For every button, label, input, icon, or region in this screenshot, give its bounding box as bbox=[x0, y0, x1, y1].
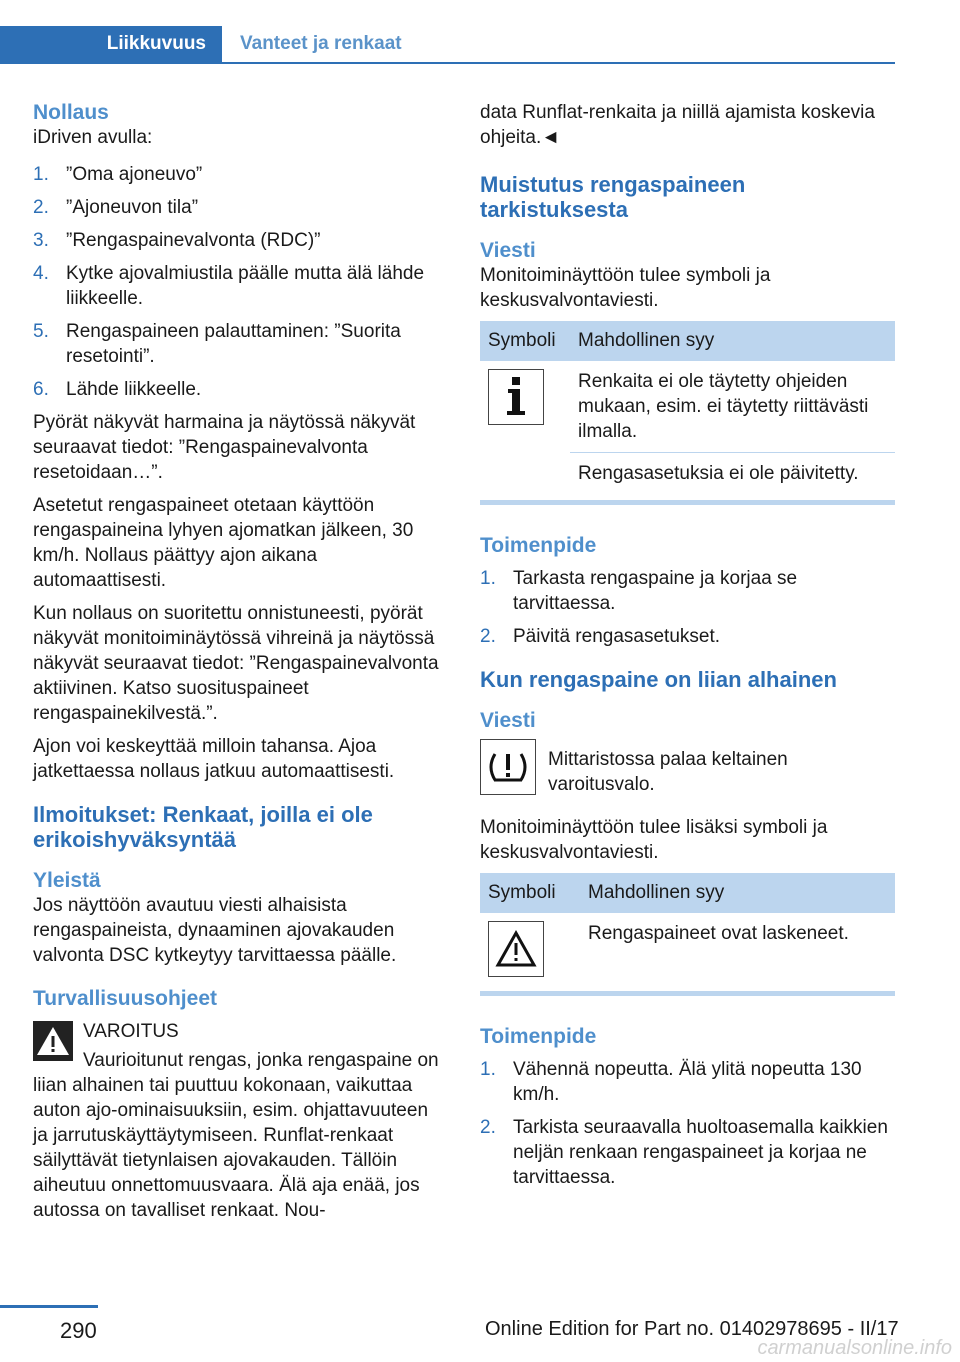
turvallisuus-heading: Turvallisuusohjeet bbox=[33, 987, 217, 1010]
paragraph: Asetetut rengaspaineet otetaan käyttöön rengaspaineina lyhyen ajomatkan jälkeen, 30 km/h. Nollaus päättyy ajon aikana automaattisesti. bbox=[33, 495, 414, 591]
toimenpide-heading-2: Toimenpide bbox=[480, 1025, 597, 1048]
symbol-table-1 bbox=[480, 321, 895, 494]
column-header-cause: Mahdollinen syy bbox=[570, 321, 895, 361]
watermark-text: carmanualsonline.info bbox=[757, 1337, 952, 1359]
info-icon bbox=[488, 369, 544, 425]
viesti-heading-2: Viesti bbox=[480, 709, 536, 732]
table-row bbox=[480, 361, 895, 453]
list-item: 6. Lähde liikkeelle. bbox=[33, 379, 202, 400]
tab-vanteet-ja-renkaat[interactable]: Vanteet ja renkaat bbox=[240, 33, 402, 54]
alhainen-heading: Kun rengaspaine on liian alhainen bbox=[480, 667, 837, 692]
list-item: 4. Kytke ajovalmiustila päälle mutta älä lähde liikkeelle. bbox=[33, 263, 425, 309]
list-item: 3. ”Rengaspainevalvonta (RDC)” bbox=[33, 230, 321, 251]
page-number: 290 bbox=[60, 1318, 97, 1343]
table-cell: Rengasasetuksia ei ole päivitetty. bbox=[578, 463, 859, 484]
warning-light-block bbox=[480, 739, 895, 805]
column-header-cause: Mahdollinen syy bbox=[580, 873, 895, 913]
action-steps-list-2 bbox=[480, 1057, 895, 1190]
paragraph: Ajon voi keskeyttää milloin tahansa. Ajoa jatkettaessa nollaus jatkuu automaattisesti. bbox=[33, 736, 395, 782]
warning-label: VAROITUS bbox=[83, 1021, 179, 1042]
list-item: 1. ”Oma ajoneuvo” bbox=[33, 164, 203, 185]
column-header-symbol: Symboli bbox=[480, 873, 580, 913]
tab-liikkuvuus[interactable]: Liikkuvuus bbox=[0, 26, 222, 62]
list-item: 1. Tarkasta rengaspaine ja korjaa se tarvittaessa. bbox=[480, 568, 798, 614]
reset-steps-list bbox=[33, 162, 448, 402]
tire-pressure-warning-icon bbox=[480, 739, 536, 795]
table-cell: Rengaspaineet ovat laskeneet. bbox=[588, 923, 849, 944]
list-item: 1. Vähennä nopeutta. Älä ylitä nopeutta 130 km/h. bbox=[480, 1059, 862, 1105]
left-column bbox=[33, 100, 448, 1231]
list-item: 5. Rengaspaineen palauttaminen: ”Suorita resetointi”. bbox=[33, 321, 401, 367]
list-item: 2. ”Ajoneuvon tila” bbox=[33, 197, 199, 218]
warning-triangle-icon bbox=[33, 1021, 73, 1061]
paragraph: Monitoiminäyttöön tulee symboli ja keskusvalvontaviesti. bbox=[480, 265, 771, 311]
paragraph: Pyörät näkyvät harmaina ja näytössä näkyvät seuraavat tiedot: ”Rengaspainevalvonta resetoidaan…”. bbox=[33, 412, 416, 483]
viesti-heading: Viesti bbox=[480, 239, 536, 262]
action-steps-list bbox=[480, 566, 895, 649]
warning-triangle-icon bbox=[488, 921, 544, 977]
table-cell: Renkaita ei ole täytetty ohjeiden mukaan, esim. ei täytetty riittävästi ilmalla. bbox=[570, 361, 895, 453]
ilmoitukset-heading: Ilmoitukset: Renkaat, joilla ei ole erikoishyväksyntää bbox=[33, 802, 373, 852]
right-column bbox=[480, 100, 895, 1198]
edition-text: Online Edition for Part no. 01402978695 - II/17 bbox=[485, 1318, 899, 1340]
warning-text: Vaurioitunut rengas, jonka rengaspaine on liian alhainen tai puuttuu kokonaan, vaikuttaa auton ajo-ominaisuuksiin, esim. ohjattavuuteen ja jarrutuskäyttäytymiseen. Runflat-renkaat säilyttävät tietynlaisen ajovakauden. Tällöin aiheutuu onnettomuusvaara. Älä aja enää, jos autossa on tavalliset renkaat. Nou- bbox=[33, 1050, 439, 1221]
nollaus-heading: Nollaus bbox=[33, 101, 109, 124]
column-header-symbol: Symboli bbox=[480, 321, 570, 361]
list-item: 2. Päivitä rengasasetukset. bbox=[480, 626, 721, 647]
idrive-intro: iDriven avulla: bbox=[33, 127, 153, 148]
paragraph: Jos näyttöön avautuu viesti alhaisista rengaspaineista, dynaaminen ajovakauden valvonta DSC kytkeytyy tarvittaessa päälle. bbox=[33, 895, 397, 966]
header-tabs bbox=[0, 26, 895, 64]
toimenpide-heading: Toimenpide bbox=[480, 534, 597, 557]
table-row bbox=[480, 913, 895, 985]
paragraph: Monitoiminäyttöön tulee lisäksi symboli ja keskusvalvontaviesti. bbox=[480, 817, 828, 863]
table-divider bbox=[480, 500, 895, 505]
list-item: 2. Tarkista seuraavalla huoltoasemalla kaikkien neljän renkaan rengaspaineet ja korjaa ne tarvittaessa. bbox=[480, 1117, 888, 1188]
yleista-heading: Yleistä bbox=[33, 869, 101, 892]
table-divider bbox=[480, 991, 895, 996]
footer-divider bbox=[0, 1305, 98, 1308]
paragraph: Kun nollaus on suoritettu onnistuneesti, pyörät näkyvät monitoiminäytössä vihreinä ja näytössä näkyvät seuraavat tiedot: ”Rengaspainevalvonta aktiivinen. Katso suosituspaineet rengaspainekilvestä.”. bbox=[33, 603, 439, 724]
muistutus-heading: Muistutus rengaspaineen tarkistuksesta bbox=[480, 172, 746, 222]
warning-block bbox=[33, 1019, 448, 1223]
paragraph: Mittaristossa palaa keltainen varoitusvalo. bbox=[548, 749, 788, 795]
symbol-table-2 bbox=[480, 873, 895, 985]
continued-text: data Runflat-renkaita ja niillä ajamista koskevia ohjeita.◄ bbox=[480, 102, 875, 148]
